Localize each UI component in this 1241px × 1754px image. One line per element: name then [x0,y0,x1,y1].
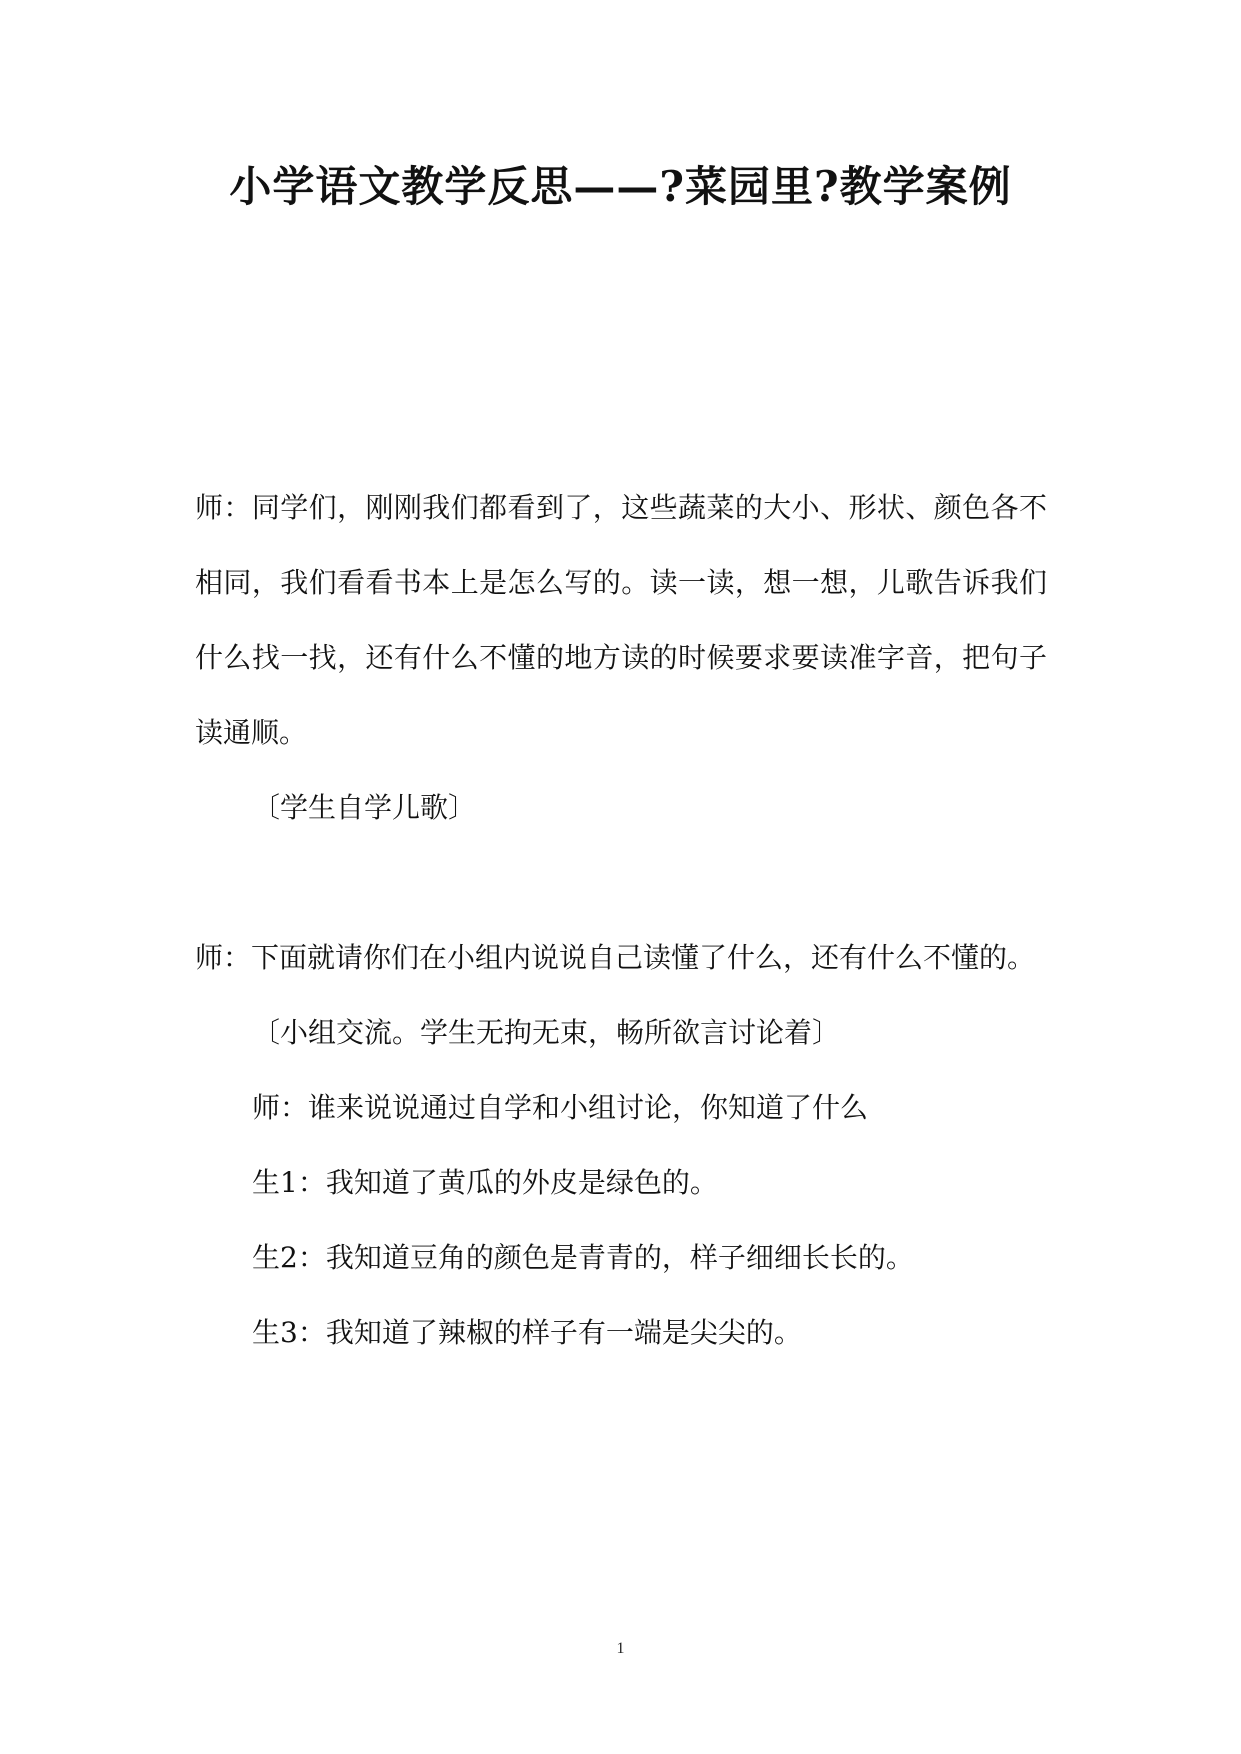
paragraph-student-2: 生2：我知道豆角的颜色是青青的，样子细细长长的。 [252,1241,914,1274]
paragraph-student-3: 生3：我知道了辣椒的样子有一端是尖尖的。 [252,1316,802,1349]
paragraph-group-discussion: 〔小组交流。学生无拘无束，畅所欲言讨论着〕 [252,1016,841,1049]
page-number: 1 [616,1640,625,1657]
paragraph-teacher-question: 师：谁来说说通过自学和小组讨论，你知道了什么 [252,1091,869,1124]
paragraph-teacher-intro: 师：同学们，刚刚我们都看到了，这些蔬菜的大小、形状、颜色各不相同，我们看看书本上是怎么写的。读一读，想一想，儿歌告诉我们什么找一找，还有什么不懂的地方读的时候要求要读准字音，把句子读通顺。 [195,491,1047,749]
paragraph-spacer [195,845,1047,920]
paragraph-student-self-study: 〔学生自学儿歌〕 [252,791,477,824]
paragraph-teacher-group-prompt: 师：下面就请你们在小组内说说自己读懂了什么，还有什么不懂的。 [195,941,1036,974]
document-body [195,470,1047,1370]
paragraph-student-1: 生1：我知道了黄瓜的外皮是绿色的。 [252,1166,718,1199]
document-title: 小学语文教学反思——?菜园里?教学案例 [229,162,1012,211]
